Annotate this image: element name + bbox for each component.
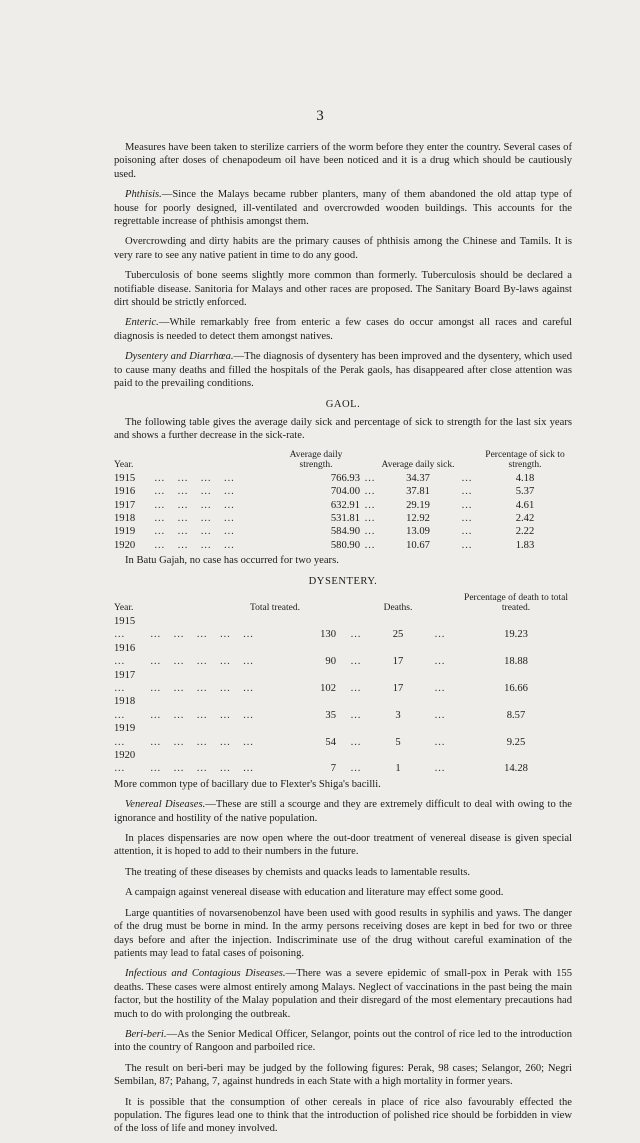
table-row (114, 695, 572, 722)
cell-deaths: 17 (392, 656, 404, 668)
cell-treated: 35 (325, 709, 336, 721)
cell-percentage: 8.57 (506, 709, 526, 721)
cell-percentage: 5.37 (515, 486, 535, 498)
cell-sick: 13.09 (406, 526, 430, 538)
paragraph-lead: Phthisis. (125, 189, 162, 201)
cell-year (114, 615, 150, 642)
paragraph-text: —These are still a scourge and they are extremely difficult to deal with owing to the ignorance and hostility of the native population. (114, 799, 572, 824)
cell-year-value: 1917 (114, 669, 136, 681)
dysentery-title: DYSENTERY. (308, 575, 378, 587)
paragraph-infectious (114, 967, 572, 1021)
leader-dots: … (364, 486, 376, 498)
dysentery-header-row (114, 593, 572, 615)
paragraph-enteric (114, 316, 572, 343)
leader-dots: … (114, 683, 126, 694)
cell-percentage: 14.28 (504, 763, 528, 775)
gaol-note: In Batu Gajah, no case has occurred for two years. (125, 555, 339, 567)
page-number: 3 (316, 108, 324, 124)
leader-dots: … … … … … (150, 709, 255, 721)
cell-year: 1919 (114, 526, 136, 538)
leader-dots: … (350, 709, 362, 721)
paragraph-lead: Beri-beri. (125, 1028, 167, 1040)
cell-strength: 766.93 (330, 472, 360, 484)
leader-dots: … (461, 512, 473, 524)
table-row (114, 539, 572, 552)
leader-dots: … (114, 709, 126, 721)
cell-percentage: 19.23 (504, 629, 528, 641)
cell-year: 1915 (114, 472, 136, 484)
cell-year-value: 1915 (114, 615, 136, 627)
cell-sick: 37.81 (406, 486, 430, 498)
cell-treated: 7 (330, 763, 336, 775)
leader-dots: … (461, 499, 473, 511)
leader-dots: … (461, 526, 473, 538)
paragraph-text: —There was a severe epidemic of small-pox in Perak with 155 deaths. These cases were almost entirely among Malays. Neglect of vaccinations in the past being the main factor, but the hostility of the Malay population and their disregard of the most elementary precautions had much to do with prolonging the outbreak. (114, 968, 572, 1020)
leader-dots: … (434, 709, 446, 721)
paragraph: The treating of these diseases by chemists and quacks leads to lamentable results. (125, 866, 471, 878)
cell-year: 1916 (114, 486, 136, 498)
document-body (114, 141, 572, 1143)
paragraph-lead: Dysentery and Diarrhœa. (125, 351, 234, 363)
cell-deaths: 17 (392, 683, 404, 694)
cell-percentage: 4.61 (515, 499, 535, 511)
table-row (114, 722, 572, 749)
cell-strength: 580.90 (330, 539, 360, 551)
cell-sick: 34.37 (406, 472, 430, 484)
cell-strength: 704.00 (330, 486, 360, 498)
cell-percentage: 16.66 (504, 683, 528, 694)
paragraph: In places dispensaries are now open where the out-door treatment of venereal disease is given special attention, it is hoped to add to their numbers in the future. (114, 833, 572, 858)
leader-dots: … (434, 683, 446, 694)
paragraph: Tuberculosis of bone seems slightly more common than formerly. Tuberculosis should be declared a notifiable disease. Sanitoria for Malays and other races are proposed. The Sanitary Board By-laws against dirt should be strictly enforced. (114, 270, 572, 309)
leader-dots: … (364, 472, 376, 484)
leader-dots: … (434, 629, 446, 641)
cell-year (114, 749, 150, 776)
leader-dots: … (364, 526, 376, 538)
gaol-table (114, 450, 572, 552)
header-sick: Average daily sick. (381, 459, 455, 470)
paragraph: It is possible that the consumption of other cereals in place of rice also favourably effected the population. The figures lead one to think that the introduction of polished rice should be forbidden in view of the loss of life and money involved. (114, 1096, 572, 1135)
leader-dots: … (434, 656, 446, 668)
leader-dots: … … … … … (150, 683, 255, 694)
leader-dots: … … … … (154, 526, 236, 538)
cell-percentage: 4.18 (515, 472, 535, 484)
table-row (114, 669, 572, 696)
paragraph-venereal (114, 798, 572, 825)
cell-sick: 29.19 (406, 499, 430, 511)
gaol-header-row (114, 450, 572, 472)
cell-year-value: 1918 (114, 696, 136, 708)
paragraph: Large quantities of novarsenobenzol have been used with good results in syphilis and yaws. The danger of the drug must be borne in mind. In the army persons receiving doses are kept in bed for two or three days before and after the injection. Indiscriminate use of the drug without careful examination of the patients may lead to fatal cases of poisoning. (114, 907, 572, 959)
paragraph-text: —While remarkably free from enteric a few cases do occur amongst all races and careful diagnosis is needed to detect them amongst natives. (114, 317, 572, 342)
cell-strength: 531.81 (330, 512, 360, 524)
gaol-title: GAOL. (325, 398, 361, 410)
paragraph: The result on beri-beri may be judged by the following figures: Perak, 98 cases; Selangor, 260; Negri Sembilan, 87; Pahang, 7, against hundreds in each State with a high mortality in former years. (114, 1062, 572, 1088)
paragraph-phthisis (114, 188, 572, 228)
cell-year: 1918 (114, 512, 136, 524)
dysentery-note: More common type of bacillary due to Flexter's Shiga's bacilli. (114, 778, 381, 790)
table-row (114, 485, 572, 498)
paragraph-dysentery (114, 350, 572, 390)
paragraph: Measures have been taken to sterilize carriers of the worm before they enter the country. Several cases of poisoning after doses of chenapodeum oil have been noticed and it is a drug which should be cautiously used. (114, 142, 572, 180)
paragraph: A campaign against venereal disease with education and literature may effect some good. (125, 887, 504, 899)
header-percentage: Percentage of death to total treated. (464, 592, 568, 613)
cell-percentage: 18.88 (504, 656, 528, 668)
leader-dots: … … … … (154, 539, 236, 551)
cell-deaths: 1 (395, 763, 401, 775)
paragraph-lead: Infectious and Contagious Diseases. (125, 968, 286, 980)
table-row (114, 472, 572, 485)
header-year: Year. (114, 459, 134, 470)
cell-percentage: 9.25 (506, 736, 526, 748)
leader-dots: … (350, 736, 362, 748)
leader-dots: … (350, 683, 362, 694)
leader-dots: … (350, 763, 362, 775)
leader-dots: … (434, 763, 446, 775)
leader-dots: … … … … (154, 486, 236, 498)
table-row (114, 512, 572, 525)
leader-dots: … (364, 499, 376, 511)
cell-treated: 102 (320, 683, 336, 694)
cell-percentage: 2.42 (515, 512, 535, 524)
cell-year (114, 669, 150, 696)
paragraph-lead: Enteric. (125, 317, 159, 329)
table-row (114, 749, 572, 776)
paragraph-lead: Venereal Diseases. (125, 799, 206, 811)
header-year: Year. (114, 602, 134, 613)
paragraph: Overcrowding and dirty habits are the primary causes of phthisis among the Chinese and Tamils. It is very rare to see any native patient in time to do any good. (114, 236, 572, 261)
paragraph-text: —The diagnosis of dysentery has been improved and the dysentery, which used to cause many deaths and filled the hospitals of the Perak gaols, has disappeared after close attention was paid to the prevailing conditions. (114, 351, 573, 390)
header-treated: Total treated. (250, 602, 300, 613)
leader-dots: … … … … … (150, 736, 255, 748)
cell-year: 1920 (114, 539, 136, 551)
leader-dots: … (114, 763, 126, 775)
paragraph-text: —Since the Malays became rubber planters, many of them abandoned the old attap type of house for poorly designed, ill-ventilated and overcrowded wooden buildings. This accounts for the regrettable increase of phthisis amongst them. (114, 189, 572, 228)
cell-year (114, 695, 150, 722)
header-percentage: Percentage of sick to strength. (485, 449, 565, 470)
cell-strength: 584.90 (330, 526, 360, 538)
cell-year (114, 642, 150, 669)
cell-year-value: 1919 (114, 723, 136, 735)
cell-year-value: 1916 (114, 642, 136, 654)
table-row (114, 642, 572, 669)
leader-dots: … (461, 472, 473, 484)
table-row (114, 615, 572, 642)
leader-dots: … (364, 512, 376, 524)
leader-dots: … … … … … (150, 763, 255, 775)
cell-treated: 90 (325, 656, 336, 668)
leader-dots: … (114, 736, 126, 748)
cell-year: 1917 (114, 499, 136, 511)
gaol-intro: The following table gives the average daily sick and percentage of sick to strength for the last six years and shows a further decrease in the sick-rate. (114, 416, 572, 442)
leader-dots: … … … … … (150, 656, 255, 668)
leader-dots: … (350, 656, 362, 668)
cell-percentage: 1.83 (515, 539, 535, 551)
cell-treated: 130 (320, 629, 336, 641)
paragraph-beriberi (114, 1028, 572, 1055)
leader-dots: … (461, 539, 473, 551)
leader-dots: … (364, 539, 376, 551)
cell-year-value: 1920 (114, 750, 136, 762)
cell-deaths: 3 (395, 709, 401, 721)
leader-dots: … (434, 736, 446, 748)
header-deaths: Deaths. (383, 602, 413, 613)
leader-dots: … (461, 486, 473, 498)
cell-sick: 12.92 (406, 512, 430, 524)
dysentery-table (114, 593, 572, 776)
leader-dots: … (114, 656, 126, 668)
cell-year (114, 722, 150, 749)
table-row (114, 499, 572, 512)
cell-treated: 54 (325, 736, 336, 748)
leader-dots: … (114, 629, 126, 641)
leader-dots: … … … … … (150, 629, 255, 641)
cell-sick: 10.67 (406, 539, 430, 551)
header-strength: Average daily strength. (289, 449, 343, 470)
cell-deaths: 5 (395, 736, 401, 748)
leader-dots: … … … … (154, 499, 236, 511)
leader-dots: … (350, 629, 362, 641)
cell-percentage: 2.22 (515, 526, 535, 538)
cell-strength: 632.91 (330, 499, 360, 511)
cell-deaths: 25 (392, 629, 404, 641)
leader-dots: … … … … (154, 512, 236, 524)
paragraph-text: —As the Senior Medical Officer, Selangor, points out the control of rice led to the introduction into the country of Rangoon and parboiled rice. (114, 1028, 572, 1054)
table-row (114, 525, 572, 538)
leader-dots: … … … … (154, 472, 236, 484)
